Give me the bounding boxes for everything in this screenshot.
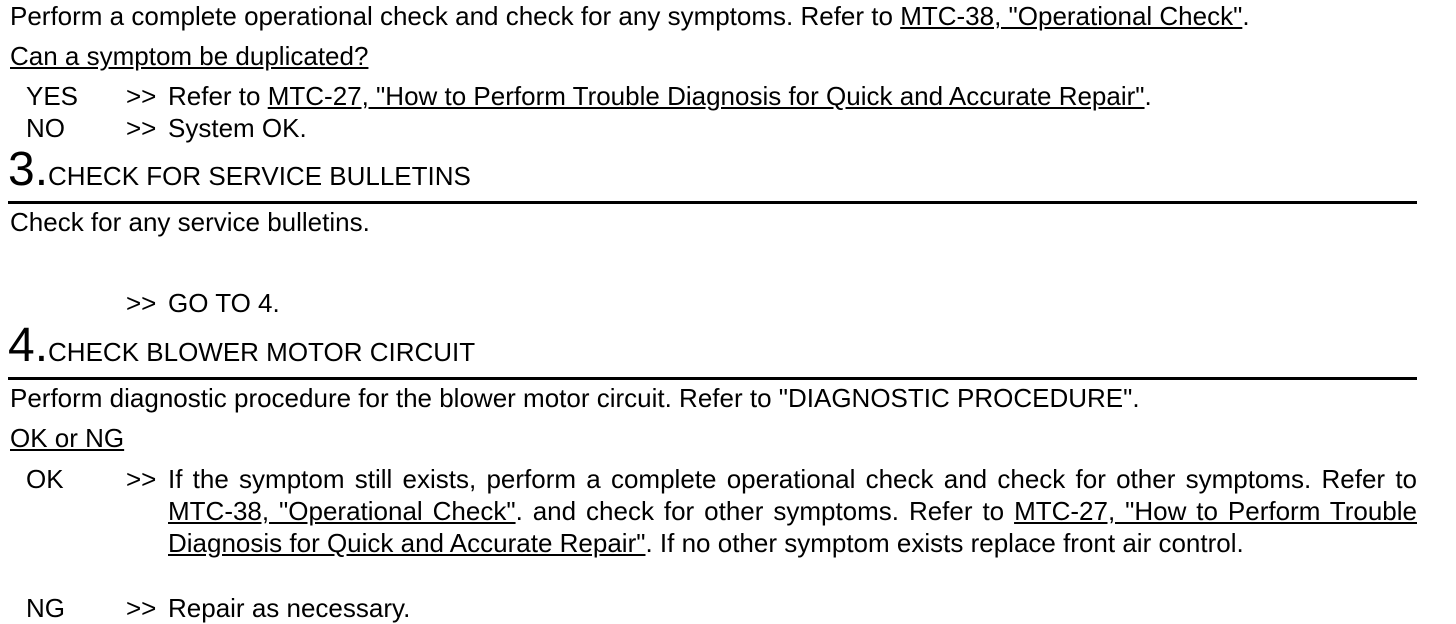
step4-question: OK or NG — [10, 423, 125, 453]
step2-question: Can a symptom be duplicated? — [10, 41, 369, 71]
answer-ok-text-2: . and check for other symptoms. Refer to — [515, 496, 1015, 526]
answer-ok-label: OK — [26, 464, 64, 494]
answer-ok-text-3: . If no other symptom exists replace front air control. — [645, 528, 1244, 558]
answer-no-arrow: >> — [126, 113, 157, 143]
answer-ok-arrow: >> — [126, 464, 157, 494]
answer-no-label: NO — [26, 113, 65, 143]
step2-instruction — [10, 0, 1250, 32]
answer-no-text: System OK. — [168, 113, 307, 143]
step3-title: CHECK FOR SERVICE BULLETINS — [48, 161, 471, 191]
step3-instruction: Check for any service bulletins. — [10, 207, 370, 237]
answer-yes-label: YES — [26, 81, 79, 111]
step3-heading — [8, 143, 471, 196]
step4-instruction: Perform diagnostic procedure for the blower motor circuit. Refer to "DIAGNOSTIC PROCEDURE". — [10, 383, 1140, 413]
step3-result: GO TO 4. — [168, 288, 280, 318]
answer-ng-text: Repair as necessary. — [168, 593, 411, 623]
link-mtc-38-operational-check[interactable]: MTC-38, "Operational Check" — [900, 1, 1243, 31]
answer-ok-text-1: If the symptom still exists, perform a complete operational check and check for other symptoms. Refer to — [168, 464, 1417, 494]
step4-number: 4. — [8, 319, 49, 372]
link-mtc-27-trouble-diagnosis-2[interactable]: MTC-27, "How to Perform Trouble Diagnosis for Quick and Accurate Repair" — [168, 496, 1417, 558]
answer-yes-arrow: >> — [126, 81, 157, 111]
answer-yes-text — [168, 80, 1152, 112]
step4-heading — [8, 319, 476, 372]
step3-number: 3. — [8, 143, 49, 196]
link-mtc-27-trouble-diagnosis[interactable]: MTC-27, "How to Perform Trouble Diagnosis for Quick and Accurate Repair" — [267, 81, 1145, 111]
link-mtc-38-operational-check-2[interactable]: MTC-38, "Operational Check" — [168, 496, 516, 526]
answer-yes-prefix: Refer to — [168, 81, 268, 111]
step2-instruction-suffix: . — [1242, 1, 1250, 31]
step4-title: CHECK BLOWER MOTOR CIRCUIT — [48, 337, 476, 367]
answer-ng-arrow: >> — [126, 593, 157, 623]
answer-ng-label: NG — [26, 593, 65, 623]
answer-yes-suffix: . — [1144, 81, 1152, 111]
step4-divider — [8, 377, 1417, 380]
step3-divider — [8, 201, 1417, 204]
step3-arrow: >> — [126, 288, 157, 318]
step2-instruction-text: Perform a complete operational check and check for any symptoms. Refer to — [10, 1, 901, 31]
answer-ok-text — [168, 463, 1417, 559]
